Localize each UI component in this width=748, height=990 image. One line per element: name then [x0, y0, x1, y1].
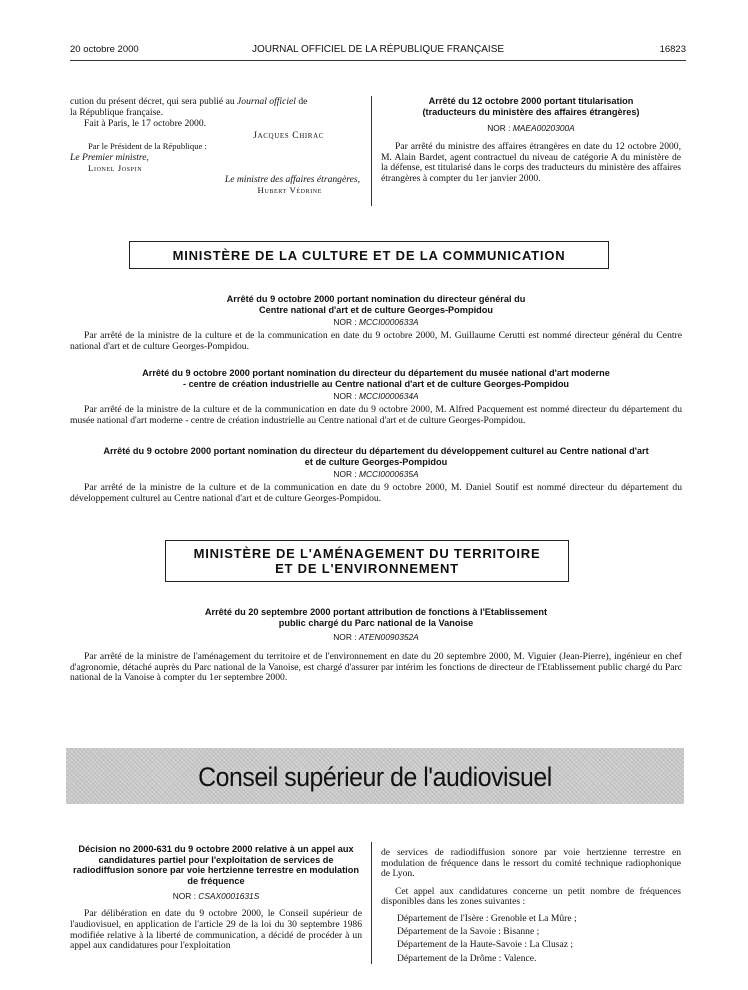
arrete-cerutti — [70, 294, 682, 352]
soutif-title: Arrêté du 9 octobre 2000 portant nomination du directeur du département du développement culturel au Centre national d'art et de culture Georges-Pompidou — [103, 446, 649, 467]
list-item: Département de la Drôme : Valence. — [397, 952, 537, 964]
list-item: Département de la Haute-Savoie : La Clusaz ; — [397, 939, 574, 951]
csa-decision — [70, 844, 362, 952]
csa-body-right: de services de radiodiffusion sonore par voie hertzienne terrestre en modulation de fréquence dans le ressort du comité technique radiophonique de Lyon. — [381, 847, 681, 880]
signature-vedrine: Hubert Védrine — [257, 185, 322, 195]
soutif-body: Par arrêté de la ministre de la culture et de la communication en date du 9 octobre 2000, M. Daniel Soutif est nommé directeur du département du développement culturel au Centre national d'art et de culture Georges-Pompidou. — [70, 482, 682, 504]
ministry-amenagement-line1: MINISTÈRE DE L'AMÉNAGEMENT DU TERRITOIRE — [193, 546, 541, 561]
decree-line-2: la République française. — [70, 107, 163, 118]
page-header — [70, 44, 686, 58]
ministry-amenagement-box — [165, 540, 569, 582]
pacquement-nor: NOR : MCCI0000634A — [333, 391, 419, 402]
signature-chirac: Jacques Chirac — [253, 130, 324, 141]
csa-body-left: Par délibération en date du 9 octobre 2000, le Conseil supérieur de l'audiovisuel, en application de l'article 29 de la loi du 30 septembre 1986 modifiée relative à la liberté de communication, a décidé de procéder à un appel aux candidatures pour l'exploitation — [70, 908, 362, 952]
cerutti-title: Arrêté du 9 octobre 2000 portant nomination du directeur général du Centre national d'art et de culture Georges-Pompidou — [226, 294, 526, 315]
ministry-culture-box: MINISTÈRE DE LA CULTURE ET DE LA COMMUNICATION — [129, 241, 609, 269]
pacquement-title: Arrêté du 9 octobre 2000 portant nomination du directeur du département du musée national d'art moderne - centre de création industrielle au Centre national d'art et de culture Georges-Pompidou — [142, 368, 610, 389]
viguier-body: Par arrêté de la ministre de l'aménagement du territoire et de l'environnement en date du 20 septembre 2000, M. Viguier (Jean-Pierre), ingénieur en chef d'agronomie, détaché auprès du Parc national de la Vanoise, est chargé d'assurer par intérim les fonctions de directeur de l'Etablissement public chargé du Parc national de la Vanoise à compter du 1er septembre 2000. — [70, 651, 682, 684]
soutif-nor: NOR : MCCI0000635A — [333, 469, 419, 480]
list-item: Département de l'Isère : Grenoble et La Mûre ; — [397, 912, 577, 924]
arrete-viguier — [70, 607, 682, 684]
list-item: Département de la Savoie : Bisanne ; — [397, 926, 540, 938]
csa-decision-continued — [381, 848, 681, 965]
nor-code: CSAX0001631S — [198, 891, 260, 902]
nor-label: NOR : — [487, 123, 511, 134]
titularisation-body: Par arrêté du ministre des affaires étrangères en date du 12 octobre 2000, M. Alain Bardet, agent contractuel du niveau de catégorie A du ministère de la défense, est titularisé dans le corps des traducteurs du ministère des affaires étrangères à compter du 1er janvier 2000. — [381, 141, 681, 184]
arrete-titularisation — [381, 96, 681, 185]
csa-nor: NOR : CSAX0001631S — [172, 891, 260, 902]
pacquement-body: Par arrêté de la ministre de la culture et de la communication en date du 9 octobre 2000, M. Alfred Pacquement est nommé directeur du département du musée national d'art moderne - centre de création industrielle au Centre national d'art et de culture Georges-Pompidou. — [70, 404, 682, 426]
par-le-president: Par le Président de la République : — [88, 141, 207, 151]
page-number: 16823 — [659, 44, 686, 55]
csa-decision-title: Décision no 2000-631 du 9 octobre 2000 relative à un appel aux candidatures partiel pour l'exploitation de services de radiodiffusion sonore par voie hertzienne terrestre en modulation de fréquence — [73, 844, 359, 886]
decree-end — [70, 96, 362, 196]
dept-list — [381, 912, 681, 965]
ministry-amenagement-line2: ET DE L'ENVIRONNEMENT — [275, 561, 459, 576]
header-rule — [70, 60, 686, 61]
nor-code: MAEA0020300A — [512, 123, 575, 134]
titularisation-title: Arrêté du 12 octobre 2000 portant titularisation (traducteurs du ministère des affaires étrangères) — [422, 96, 640, 117]
csa-banner-title: Conseil supérieur de l'audiovisuel — [198, 762, 552, 792]
premier-ministre-label: Le Premier ministre, — [70, 152, 149, 163]
header-date: 20 octobre 2000 — [70, 44, 139, 55]
decree-fait: Fait à Paris, le 17 octobre 2000. — [84, 118, 207, 129]
arrete-soutif — [70, 446, 682, 504]
titularisation-nor — [381, 123, 681, 133]
column-divider-bottom — [371, 842, 372, 964]
ministre-ae-label: Le ministre des affaires étrangères, — [224, 174, 360, 185]
column-divider — [371, 96, 372, 206]
nor-code: MCCI0000635A — [359, 469, 419, 480]
nor-code: MCCI0000634A — [359, 391, 419, 402]
csa-appel: Cet appel aux candidatures concerne un petit nombre de fréquences disponibles dans les zones suivantes : — [381, 885, 681, 908]
nor-code: ATEN0090352A — [358, 632, 419, 643]
decree-line-1: cution du présent décret, qui sera publié au Journal officiel de — [70, 96, 308, 107]
viguier-title: Arrêté du 20 septembre 2000 portant attribution de fonctions à l'Etablissement public chargé du Parc national de la Vanoise — [204, 607, 548, 628]
cerutti-body: Par arrêté de la ministre de la culture et de la communication en date du 9 octobre 2000, M. Guillaume Cerutti est nommé directeur général du Centre national d'art et de culture Georges-Pompidou. — [70, 330, 682, 352]
viguier-nor: NOR : ATEN0090352A — [333, 632, 419, 643]
nor-code: MCCI0000633A — [359, 317, 419, 328]
csa-banner — [66, 748, 684, 804]
cerutti-nor: NOR : MCCI0000633A — [333, 317, 419, 328]
journal-title: JOURNAL OFFICIEL DE LA RÉPUBLIQUE FRANÇAISE — [251, 44, 505, 55]
arrete-pacquement — [70, 368, 682, 426]
signature-jospin: Lionel Jospin — [88, 163, 143, 173]
